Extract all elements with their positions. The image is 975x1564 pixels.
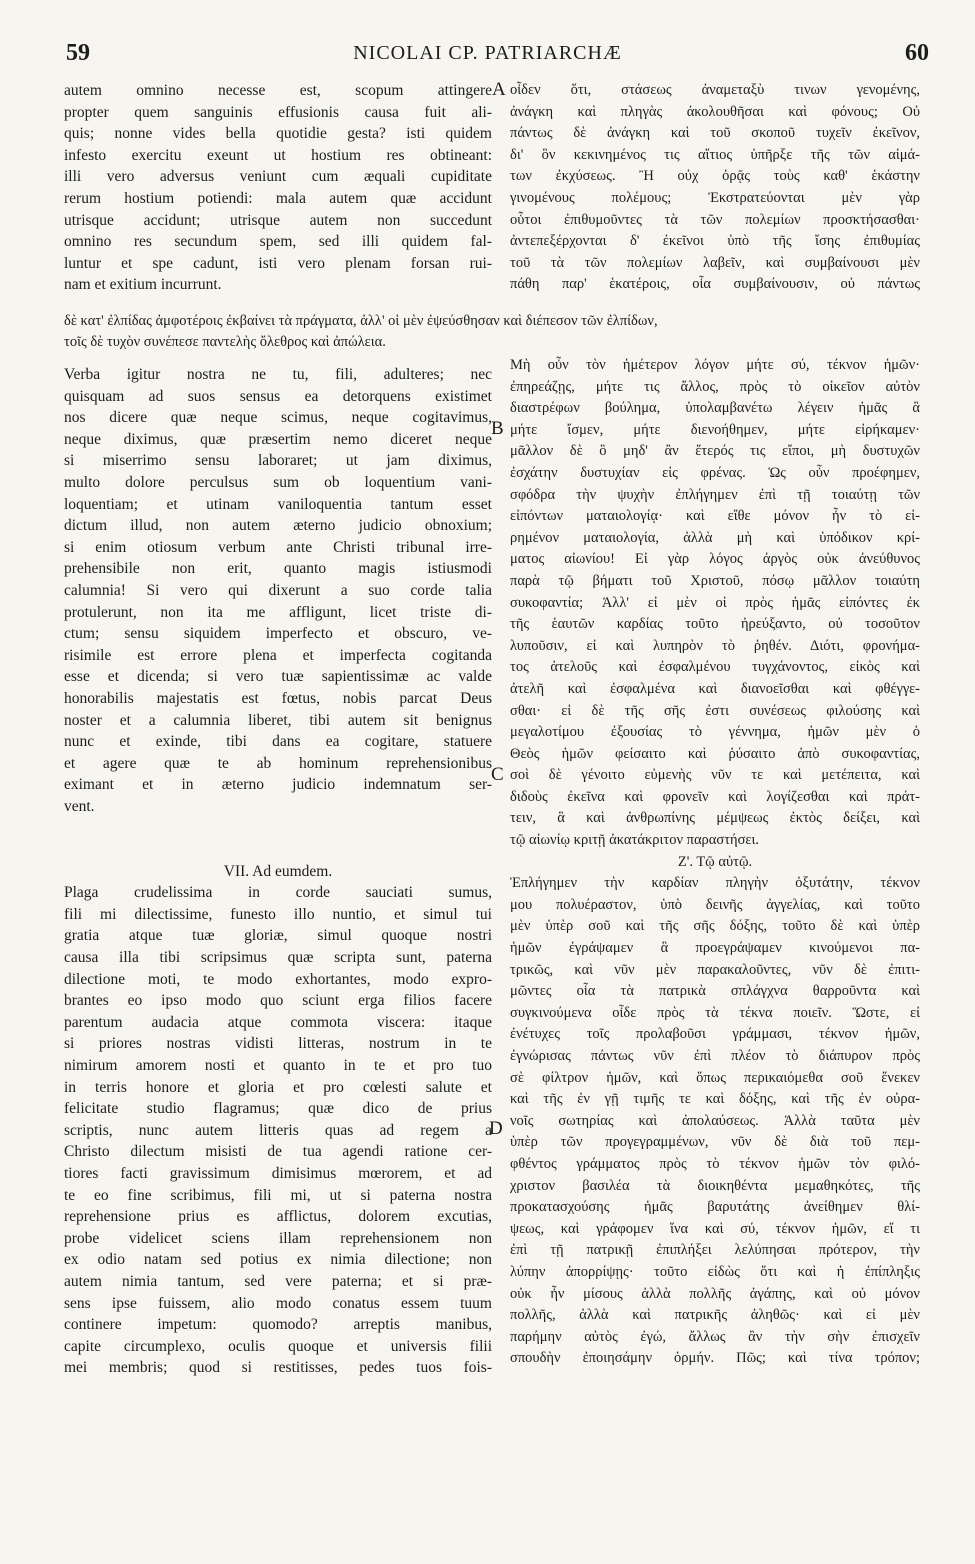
- text-line: σὲ φίλτρον ἡμῶν, καὶ ὅπως περικαιόμεθα σοῦ ἕνεκεν: [510, 1069, 920, 1086]
- section-marker-c: C: [491, 764, 504, 785]
- text-line: συγκινούμενα οἶδε πρὸς τὰ τέκνα ποιεῖν. Ὥστε, εἰ: [510, 1004, 920, 1021]
- text-line: γινομένους πολέμους; Ἐκστρατεύονται μὲν γὰρ: [510, 189, 920, 206]
- text-line: mei membris; quod si restitisses, pedes tuos fois-: [64, 1359, 492, 1377]
- text-line: quis; nonne vides bella quotidie gesta? isti quidem: [64, 125, 492, 143]
- text-line: εἰπόντων ματαιολογίᾳ· καὶ εἴθε μόνον ἦν τὸ εἰ-: [510, 508, 920, 525]
- text-line: ἀνάγκη καὶ πληγὰς ἀκολουθῆσαι καὶ φόνους; Οὐ: [510, 103, 920, 120]
- text-line: τῷ αἰωνίῳ κριτῇ ἀκατάκριτον παραστήσει.: [510, 832, 760, 849]
- text-line: Verba igitur nostra ne tu, fili, adulteres; nec: [64, 366, 492, 383]
- text-line: λύπην ἀπορρίψῃς· τοῦτο εἰδὼς ὅτι καὶ ἡ ἐπίπληξις: [510, 1263, 920, 1280]
- text-line: rerum hostium potiendi: mala autem quæ accidunt: [64, 189, 492, 207]
- text-line: ἀντεπεξέρχονται δ' ἐκεῖνοι ὑπὸ τῆς ἴσης ἐπιθυμίας: [510, 233, 920, 250]
- text-line: μὲν ὑπὲρ σοῦ καὶ τῆς σῆς δόξης, τοῦτο δὲ καὶ ὑπὲρ: [510, 918, 920, 935]
- text-line: χριστον βασιλέα τὰ διοικηθέντα μεμαθηκότες, τῆς: [510, 1177, 920, 1194]
- text-line: των ἐκχύσεως. Ἢ οὐχ ὁρᾷς τοὺς καθ' ἑκάστην: [510, 168, 920, 185]
- text-line: δι' ὃν κεκινημένος τις αἴτιος ὑπῆρξε τῆς τῶν αἱμά-: [510, 146, 920, 163]
- text-line: παρὰ τῷ βήματι τοῦ Χριστοῦ, πόσῳ μᾶλλον τοιαύτη: [510, 572, 920, 589]
- text-line: Ἐπλήγημεν τὴν καρδίαν πληγὴν ὀξυτάτην, τέκνον: [510, 875, 920, 892]
- text-line: ctum; sensu siquidem imperfecto et obscuro, ve-: [64, 625, 492, 643]
- text-line: ἡμῶν ἐγράψαμεν ἃ προεγράψαμεν κινούμενοι πα-: [510, 940, 920, 957]
- text-line: ἐνέτυχες τοῖς προλαβοῦσι γράμμασι, τέκνον ἡμῶν,: [510, 1026, 920, 1043]
- text-line: fili mi dilectissime, funesto illo nuntio, et simul tui: [64, 905, 492, 923]
- text-line: μεγαλοτίμου ἐξουσίας τὸ γέννημα, ἡμῶν μὲν ὁ: [510, 724, 920, 741]
- text-line: Plaga crudelissima in corde sauciati sumus,: [64, 884, 492, 902]
- text-line: vent.: [64, 797, 95, 815]
- text-line: luntur et spe cadunt, isti vero plenam forsan rui-: [64, 254, 492, 272]
- text-line: λυποῦσιν, εἰ καὶ λυπηρὸν τὸ ῥηθέν. Διότι, φρονήμα-: [510, 637, 920, 654]
- text-line: nimirum amorem nosti et quanto in te et pro tuo: [64, 1057, 492, 1074]
- text-line: noster et a calumnia liberet, tibi autem sit benignus: [64, 711, 492, 729]
- text-line: nam et exitium incurrunt.: [64, 276, 222, 294]
- text-line: τειν, ἃ καὶ ἀνθρωπίνης μέμψεως ἐκτὸς δείξει, καὶ: [510, 810, 920, 827]
- text-line: καὶ τῆς ἐν γῇ τιμῆς τε καὶ δόξης, καὶ τῆς ἐν οὐρα-: [510, 1091, 920, 1108]
- text-line: ρημένον ματαιολογία, ἀλλὰ μὴ καὶ ὑπόδικον κρί-: [510, 529, 920, 546]
- text-line: σθαι· εἰ δὲ τῆς σῆς ἐστι συνέσεως φιλούσης καὶ: [510, 702, 920, 719]
- text-line: VII. Ad eumdem.: [223, 862, 333, 880]
- text-line: [64, 817, 492, 839]
- text-line: protulerunt, non ita me affligunt, licet triste di-: [64, 603, 492, 621]
- text-line: σφόδρα τὴν ψυχὴν ἐπλήγημεν ἐπὶ τῇ τοιαύτῃ τῶν: [510, 486, 920, 503]
- text-line: multo dolore perculsus sum ob loquentium vani-: [64, 473, 492, 491]
- text-line: σπουδὴν ἐποιησάμην ὁρμήν. Πῶς; καὶ τίνα τρόπον;: [510, 1350, 920, 1367]
- text-line: sens ipse fuissem, alio modo conatus essem tuum: [64, 1294, 492, 1312]
- text-line: ἐσχάτην δυστυχίαν εἰς φρένας. Ὡς οὖν προέφημεν,: [510, 464, 920, 481]
- text-line: quisquam ad suos sensus ea detorquens existimet: [64, 387, 492, 405]
- text-line: Ζ'. Τῷ αὐτῷ.: [677, 853, 753, 870]
- page-header: [0, 40, 975, 70]
- text-line: continere impetum: quomodo? arreptis manibus,: [64, 1316, 492, 1334]
- text-line: tiores facti gravissimum dimisimus mœrorem, et ad: [64, 1164, 492, 1182]
- text-line: πάθη παρ' ἑκατέροις, οἷα συμβαίνουσιν, οὐ πάντως: [510, 276, 920, 293]
- text-line: διαστρέφων βούλημα, ὑπολαμβανέτω λέγειν ἡμᾶς ἃ: [510, 400, 920, 417]
- latin-column-main: [64, 364, 492, 1379]
- text-line: παρήμην αὐτὸς ἐγώ, ἄλλως ἂν τὴν σὴν ἐπισχεῖν: [510, 1328, 920, 1345]
- text-line: honorabilis majestatis est fœtus, nobis parcat Deus: [64, 689, 492, 707]
- text-line: felicitate studio flagramus; quæ dico de prius: [64, 1100, 492, 1118]
- text-line: gratia atque tuæ gloriæ, simul quoque nostri: [64, 927, 492, 945]
- text-line: in terris honore et gloria et pro cœlesti salute et: [64, 1078, 492, 1096]
- text-line: propter quem sanguinis effusionis causa fuit ali-: [64, 103, 492, 121]
- page-number-left: 59: [66, 40, 90, 66]
- section-marker-d: D: [489, 1118, 503, 1139]
- text-line: ματος αἰωνίου! Εἰ γὰρ λόγος ἀργὸς οὐκ ἀνεύθυνος: [510, 551, 920, 568]
- text-line: si miserrimo sensu laboraret; ut jam diximus,: [64, 452, 492, 470]
- text-line: Θεὸς ἡμῶν φείσαιτο καὶ ῥύσαιτο ἀπὸ συκοφαντίας,: [510, 745, 920, 762]
- text-line: calumnia! Si vero qui dixerunt a suo corde talia: [64, 581, 492, 599]
- greek-full-width-line: δὲ κατ' ἐλπίδας ἀμφοτέροις ἐκβαίνει τὰ πράγματα, ἀλλ' οἱ μὲν ἐψεύσθησαν καὶ διέπεσον τῶν ἐλπίδων,: [64, 313, 658, 329]
- text-line: Μὴ οὖν τὸν ἡμέτερον λόγον μήτε σύ, τέκνον ἡμῶν·: [510, 357, 920, 373]
- text-line: brantes eo ipso modo quo sciunt erga filios facere: [64, 992, 492, 1010]
- text-line: τῆς ἑαυτῶν καρδίας τοῦτο ἠρεύξαντο, οὐ τοσοῦτον: [510, 616, 920, 633]
- text-line: [64, 839, 492, 861]
- text-line: si priores nostras vidisti litteras, nostrum in te: [64, 1035, 492, 1053]
- text-line: loquentiam; et utinam vaniloquentia tantum esset: [64, 495, 492, 513]
- page-number-right: 60: [905, 40, 929, 66]
- text-line: risimile est errore plena et imperfecta cogitanda: [64, 646, 492, 664]
- text-line: eximant et in æterno judicio indemnatum ser-: [64, 776, 492, 794]
- text-line: ἐπὶ τῇ πατρικῇ ἐπιπλήξει λελύπησαι πρότερον, τὴν: [510, 1242, 920, 1259]
- text-line: πολλῆς, ἀλλὰ καὶ πατρικῆς ἀληθῶς· καὶ εἰ μὲν: [510, 1307, 920, 1324]
- text-line: dilectione moti, te modo exhortantes, modo expro-: [64, 970, 492, 988]
- text-line: causa illa tibi scripsimus quæ scripta sunt, paterna: [64, 949, 492, 967]
- text-line: τρικῶς, καὶ νῦν μὲν παρακαλοῦντες, νῦν δὲ ἐπιτι-: [510, 961, 920, 978]
- latin-column-top: [64, 80, 492, 296]
- text-line: te eo fine scribimus, fili mi, ut si paterna nostra: [64, 1186, 492, 1204]
- text-line: prehensibile non erit, quanto magis istiusmodi: [64, 560, 492, 578]
- text-line: ex odio natam sed potius ex nimia dilectione; non: [64, 1251, 492, 1269]
- text-line: Christo dilectum misisti de tua agendi ratione cer-: [64, 1143, 492, 1161]
- text-line: parentum audacia atque commota viscera: itaque: [64, 1013, 492, 1031]
- text-line: μήτε ἴσμεν, μήτε διενοήθημεν, μήτε εἰρήκαμεν·: [510, 421, 920, 438]
- text-line: probe videlicet sciens illam reprehensionem non: [64, 1229, 492, 1247]
- section-marker-b: B: [491, 418, 504, 439]
- text-line: esse et dicenda; si vero tuæ sapientissimæ ac valde: [64, 668, 492, 686]
- text-line: et agere quæ te ab hominum reprehensionibus: [64, 754, 492, 772]
- section-marker-a: A: [492, 79, 506, 100]
- text-line: οἶδεν ὅτι, στάσεως ἀναμεταξὺ τινων γενομένης,: [510, 82, 920, 98]
- text-line: nos dicere quæ neque scimus, neque cogitavimus,: [64, 409, 492, 427]
- text-line: προκατασχούσης ἡμᾶς βαρυτάτης ἀνείθημεν θλί-: [510, 1199, 920, 1216]
- text-line: φθέντος γράμματος πρὸς τὸ τέκνον ἡμῶν τὸν φιλό-: [510, 1155, 920, 1172]
- text-line: reprehensione prius es afflictus, dolorem excutias,: [64, 1208, 492, 1226]
- text-line: συκοφαντία; Ἀλλ' εἰ μὲν οἱ πρὸς ἡμᾶς εἰπόντες ἐκ: [510, 594, 920, 611]
- text-line: utrisque accidunt; utrisque autem non succedunt: [64, 211, 492, 229]
- text-line: omnino res secundum spem, sed illi quidem fal-: [64, 233, 492, 251]
- text-line: ἀτελῆ καὶ ἐσφαλμένα καὶ διανοεῖσθαι καὶ φθέγγε-: [510, 680, 920, 697]
- text-line: ἐγνώρισας πάντως νῦν ἐπὶ πλέον τὸ διάπυρον πρὸς: [510, 1048, 920, 1064]
- text-line: τος ἀτελοῦς καὶ ἐσφαλμένου τυγχάνοντος, εἰκὸς καὶ: [510, 659, 920, 676]
- text-line: dictum illud, non autem æterno judicio obnoxium;: [64, 517, 492, 535]
- text-line: διδοὺς ἐκεῖνα καὶ φρονεῖν καὶ λογίζεσθαι καὶ πράτ-: [510, 788, 920, 805]
- greek-full-width-line: τοῖς δὲ τυχὸν συνέπεσε παντελὴς ὄλεθρος καὶ ἀπώλεια.: [64, 334, 386, 350]
- text-line: neque diximus, quæ præsertim nemo diceret neque: [64, 430, 492, 448]
- text-line: illi vero adversus veniunt cum æquali cupiditate: [64, 168, 492, 186]
- text-line: capite circumplexo, oculis quoque et universis filii: [64, 1337, 492, 1355]
- text-line: si enim otiosum verbum ante Christi tribunal irre-: [64, 538, 492, 556]
- text-line: πάντως δὲ ἀνάγκη καὶ τοῦ σκοποῦ τυχεῖν ἐκεῖνον,: [510, 125, 920, 142]
- text-line: nunc et exinde, tibi dans ea cogitare, statuere: [64, 733, 492, 751]
- text-line: μᾶλλον δὲ ὃ μηδ' ἂν ἕτερός τις εἴποι, μὴ δυστυχῶν: [510, 443, 920, 460]
- text-line: ψεως, καὶ γράφομεν ἵνα καὶ σύ, τέκνον ἡμῶν, εἴ τι: [510, 1220, 920, 1237]
- text-line: scriptis, nunc autem litteris quas ad regem a: [64, 1121, 492, 1139]
- text-line: οὗτοι ἐπιθυμοῦντες τὰ τῶν πολεμίων προσκτήσασθαι·: [510, 211, 920, 228]
- text-line: ὑπὲρ τῶν προγεγραμμένων, νῦν δὲ διὰ τοῦ πεμ-: [510, 1134, 920, 1151]
- text-line: autem nimia tantum, sed vere paterna; et si præ-: [64, 1272, 492, 1290]
- greek-column-top: [510, 80, 920, 296]
- text-line: μου πολυέραστον, ὑπὸ δεινῆς ἀγγελίας, καὶ τοῦτο: [510, 896, 920, 913]
- text-line: μῶντες οἷα τὰ πατρικὰ σπλάγχνα θαρροῦντα καὶ: [510, 983, 920, 1000]
- text-line: infesto exercitu exeunt ut hostium res obtineant:: [64, 146, 492, 164]
- greek-column-main: [510, 355, 920, 1370]
- text-line: τοῦ τὰ τῶν πολεμίων λαβεῖν, καὶ συμβαίνουσι μὲν: [510, 254, 920, 271]
- text-line: autem omnino necesse est, scopum attingere: [64, 82, 492, 99]
- text-line: νοῖς σωτηρίας καὶ ἀπολαύσεως. Ἀλλὰ ταῦτα μὲν: [510, 1112, 920, 1129]
- text-line: σοὶ δὲ γένοιτο εὐμενὴς νῦν τε καὶ μετέπειτα, καὶ: [510, 767, 920, 784]
- text-line: ἐπηρεάζῃς, μήτε τις ἄλλος, πρὸς τὸ οἰκεῖον αὐτὸν: [510, 378, 920, 395]
- running-title: NICOLAI CP. PATRIARCHÆ: [353, 42, 622, 64]
- text-line: οὐκ ἦν μίσους ἀλλὰ πολλῆς ἀγάπης, καὶ οὐ μόνον: [510, 1285, 920, 1302]
